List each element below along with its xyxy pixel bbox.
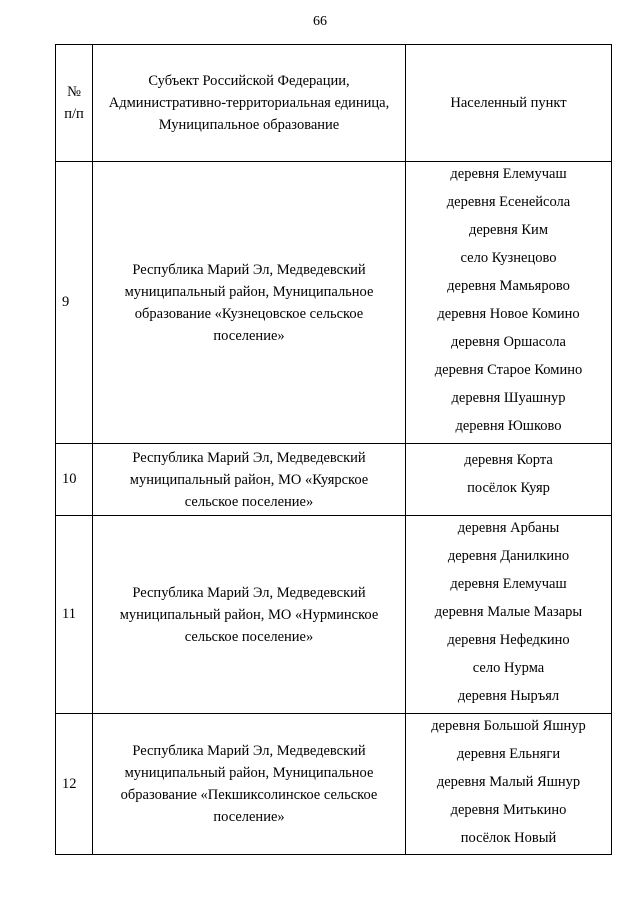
place-name: деревня Юшково bbox=[455, 418, 562, 434]
row-places bbox=[406, 444, 612, 516]
row-subject: Республика Марий Эл, Медведевский муниципальный район, МО «Куярское сельское поселение» bbox=[93, 444, 406, 516]
place-name: деревня Шуашнур bbox=[451, 390, 566, 406]
place-name: деревня Большой Яшнур bbox=[431, 718, 586, 734]
place-name: село Кузнецово bbox=[460, 250, 557, 266]
place-name: село Нурма bbox=[472, 660, 545, 676]
row-places bbox=[406, 162, 612, 444]
place-name: деревня Арбаны bbox=[457, 520, 560, 536]
place-name: деревня Ныръял bbox=[457, 688, 560, 704]
page-number: 66 bbox=[313, 14, 327, 29]
header-subject-line-3: Муниципальное образование bbox=[158, 117, 340, 133]
row-subject: Республика Марий Эл, Медведевский муниципальный район, МО «Нурминское сельское поселение» bbox=[93, 516, 406, 714]
place-name: деревня Малый Яшнур bbox=[436, 774, 581, 790]
place-name: деревня Ельняги bbox=[456, 746, 561, 762]
table-row bbox=[56, 162, 612, 444]
table-row bbox=[56, 516, 612, 714]
place-name: деревня Митькино bbox=[450, 802, 567, 818]
place-name: деревня Корта bbox=[464, 452, 553, 468]
header-subject-line-2: Административно-территориальная единица, bbox=[108, 95, 390, 111]
header-place: Населенный пункт bbox=[406, 45, 612, 162]
row-number: 11 bbox=[56, 516, 93, 714]
row-places bbox=[406, 714, 612, 855]
row-subject: Республика Марий Эл, Медведевский муниципальный район, Муниципальное образование «Кузнецовское сельское поселение» bbox=[93, 162, 406, 444]
place-name: посёлок Куяр bbox=[467, 480, 550, 496]
place-name: деревня Есенейсола bbox=[446, 194, 571, 210]
table-header-row bbox=[56, 45, 612, 162]
row-places bbox=[406, 516, 612, 714]
row-number: 10 bbox=[56, 444, 93, 516]
place-name: деревня Новое Комино bbox=[437, 306, 580, 322]
place-name: деревня Елемучаш bbox=[450, 166, 567, 182]
header-number-symbol: № bbox=[67, 84, 81, 100]
row-subject: Республика Марий Эл, Медведевский муниципальный район, Муниципальное образование «Пекшиксолинское сельское поселение» bbox=[93, 714, 406, 855]
header-subject bbox=[93, 45, 406, 162]
settlements-table bbox=[55, 44, 612, 855]
table-row bbox=[56, 444, 612, 516]
header-number-abbrev: п/п bbox=[64, 106, 84, 122]
table-row bbox=[56, 714, 612, 855]
place-name: деревня Старое Комино bbox=[434, 362, 583, 378]
header-number bbox=[56, 45, 93, 162]
place-name: деревня Мамьярово bbox=[447, 278, 570, 294]
place-name: деревня Ким bbox=[468, 222, 548, 238]
header-subject-line-1: Субъект Российской Федерации, bbox=[148, 73, 350, 89]
place-name: деревня Малые Мазары bbox=[434, 604, 583, 620]
place-name: деревня Оршасола bbox=[451, 334, 566, 350]
place-name: деревня Данилкино bbox=[447, 548, 570, 564]
place-name: деревня Нефедкино bbox=[447, 632, 570, 648]
place-name: посёлок Новый bbox=[460, 830, 557, 846]
row-number: 12 bbox=[56, 714, 93, 855]
place-name: деревня Елемучаш bbox=[450, 576, 567, 592]
row-number: 9 bbox=[56, 162, 93, 444]
